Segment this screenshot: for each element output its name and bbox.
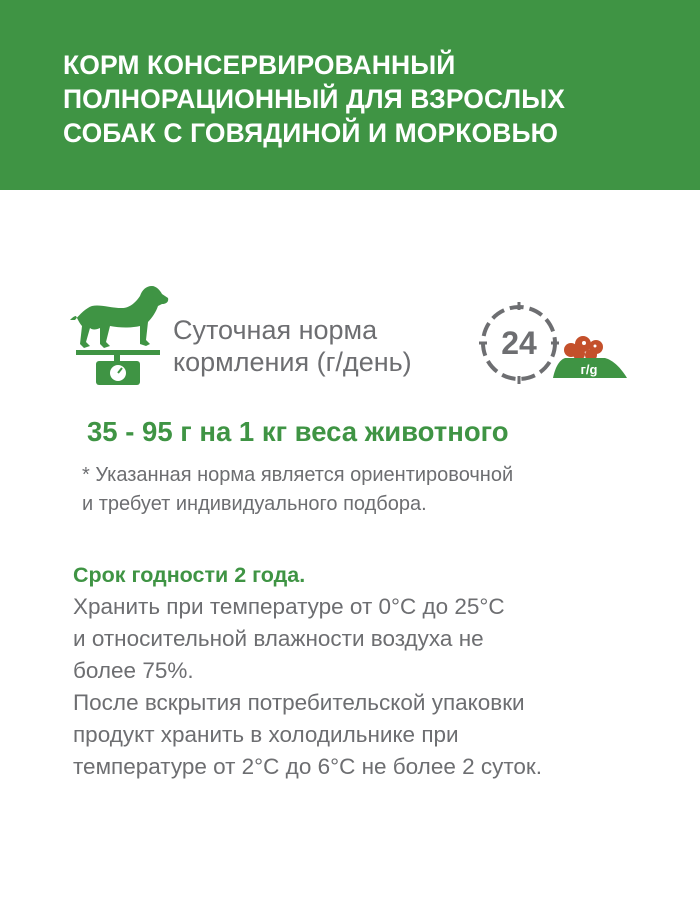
storage-line: более 75%. xyxy=(73,658,194,683)
product-title xyxy=(63,48,663,150)
product-title-line: КОРМ КОНСЕРВИРОВАННЫЙ xyxy=(63,50,456,80)
daily-norm-label xyxy=(173,314,493,378)
daily-norm-label-line: Суточная норма xyxy=(173,315,378,345)
storage-line: продукт хранить в холодильнике при xyxy=(73,722,459,747)
bowl-unit-text: г/g xyxy=(580,362,598,377)
daily-norm-label-line: кормления (г/день) xyxy=(173,347,412,377)
timer-24-text: 24 xyxy=(501,325,537,361)
dog-on-scale-icon xyxy=(70,280,170,388)
daily-feeding-section xyxy=(0,280,700,400)
feeding-note-line: * Указанная норма является ориентировочной xyxy=(82,464,514,486)
shelf-life-title: Срок годности 2 года. xyxy=(73,563,306,587)
storage-line: и относительной влажности воздуха не xyxy=(73,626,484,651)
dose-per-kg: 35 - 95 г на 1 кг веса животного xyxy=(87,416,509,447)
header-banner xyxy=(0,0,700,190)
storage-line: Хранить при температуре от 0°С до 25°С xyxy=(73,594,505,619)
feeding-note-line: и требует индивидуального подбора. xyxy=(82,493,427,515)
product-title-line: ПОЛНОРАЦИОННЫЙ ДЛЯ ВЗРОСЛЫХ xyxy=(63,84,566,114)
storage-line: После вскрытия потребительской упаковки xyxy=(73,690,525,715)
clock-24-bowl-icon xyxy=(477,298,637,398)
feeding-note xyxy=(82,461,552,519)
storage-line: температуре от 2°С до 6°С не более 2 суток. xyxy=(73,754,543,779)
product-title-line: СОБАК С ГОВЯДИНОЙ И МОРКОВЬЮ xyxy=(63,118,559,148)
storage-instructions xyxy=(73,591,653,783)
